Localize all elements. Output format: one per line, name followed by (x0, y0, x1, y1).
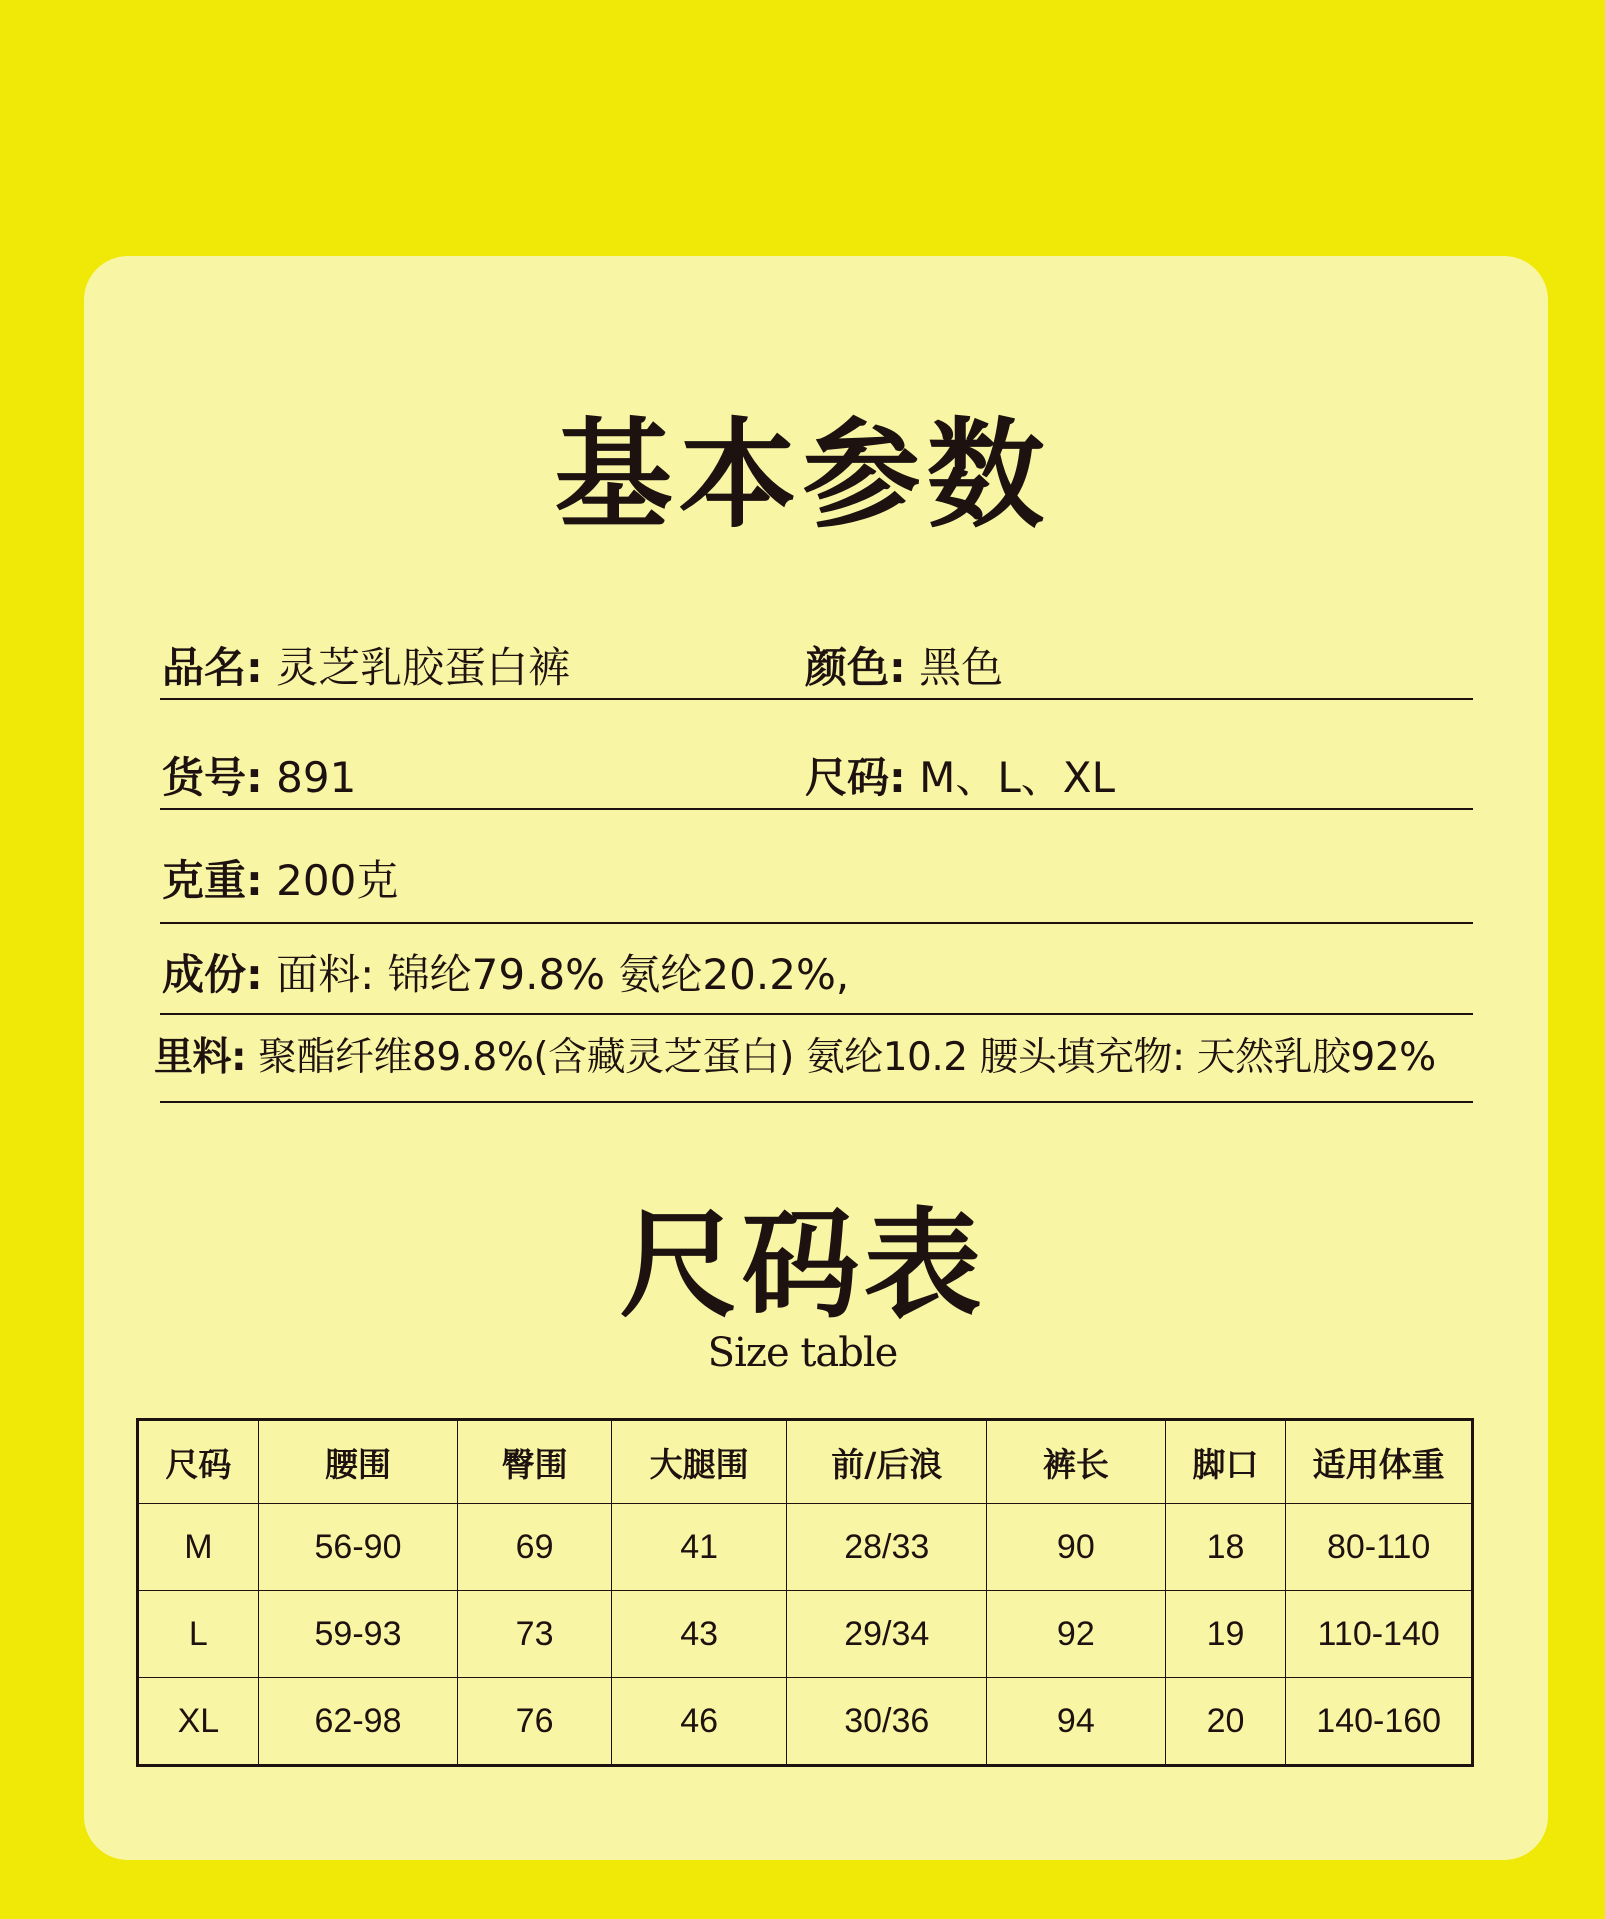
divider (160, 698, 1473, 700)
sku-value: 891 (276, 753, 357, 802)
header-weight: 适用体重 (1286, 1420, 1473, 1504)
divider (160, 922, 1473, 924)
table-cell: 73 (458, 1591, 612, 1678)
size-table-title: 尺码表 (619, 1196, 986, 1334)
table-cell: 46 (611, 1678, 787, 1766)
weight-value: 200克 (276, 856, 399, 905)
size-table-subtitle: Size table (707, 1330, 898, 1376)
product-name-value: 灵芝乳胶蛋白裤 (276, 643, 571, 692)
table-cell: 41 (611, 1504, 787, 1591)
table-cell: 29/34 (787, 1591, 987, 1678)
table-cell: 18 (1165, 1504, 1286, 1591)
composition-value: 面料: 锦纶79.8% 氨纶20.2%, (276, 950, 850, 999)
table-cell: 56-90 (258, 1504, 458, 1591)
lining-value: 聚酯纤维89.8%(含藏灵芝蛋白) 氨纶10.2 腰头填充物: 天然乳胶92% (258, 1035, 1436, 1080)
lining-label: 里料: (154, 1035, 247, 1080)
table-cell: 43 (611, 1591, 787, 1678)
table-row (138, 1678, 1473, 1766)
size-table (136, 1418, 1474, 1767)
table-cell: 110-140 (1286, 1591, 1473, 1678)
product-name-label: 品名: (162, 643, 263, 692)
header-thigh: 大腿围 (611, 1420, 787, 1504)
header-waist: 腰围 (258, 1420, 458, 1504)
basic-params-title: 基本参数 (554, 406, 1051, 544)
product-sizes (805, 750, 1115, 806)
table-cell: 20 (1165, 1678, 1286, 1766)
color-label: 颜色: (805, 643, 906, 692)
table-cell: 94 (987, 1678, 1166, 1766)
table-cell: M (138, 1504, 259, 1591)
header-length: 裤长 (987, 1420, 1166, 1504)
table-cell: XL (138, 1678, 259, 1766)
header-rise: 前/后浪 (787, 1420, 987, 1504)
table-cell: 30/36 (787, 1678, 987, 1766)
table-cell: 92 (987, 1591, 1166, 1678)
product-composition (162, 947, 849, 1003)
table-cell: 62-98 (258, 1678, 458, 1766)
header-hem: 脚口 (1165, 1420, 1286, 1504)
divider (160, 1101, 1473, 1103)
table-cell: 19 (1165, 1591, 1286, 1678)
table-row (138, 1504, 1473, 1591)
sku-label: 货号: (162, 753, 263, 802)
header-hip: 臀围 (458, 1420, 612, 1504)
divider (160, 808, 1473, 810)
weight-label: 克重: (162, 856, 263, 905)
table-cell: L (138, 1591, 259, 1678)
composition-label: 成份: (162, 950, 263, 999)
product-name (162, 640, 570, 696)
color-value: 黑色 (919, 643, 1004, 692)
table-cell: 76 (458, 1678, 612, 1766)
table-cell: 140-160 (1286, 1678, 1473, 1766)
header-size: 尺码 (138, 1420, 259, 1504)
product-color (805, 640, 1003, 696)
size-label: 尺码: (805, 753, 906, 802)
table-row (138, 1591, 1473, 1678)
divider (160, 1013, 1473, 1015)
table-cell: 80-110 (1286, 1504, 1473, 1591)
table-cell: 28/33 (787, 1504, 987, 1591)
size-value: M、L、XL (919, 753, 1115, 802)
product-lining (154, 1030, 1436, 1086)
table-cell: 90 (987, 1504, 1166, 1591)
product-weight (162, 853, 398, 909)
product-sku (162, 750, 356, 806)
table-cell: 59-93 (258, 1591, 458, 1678)
table-header-row (138, 1420, 1473, 1504)
table-cell: 69 (458, 1504, 612, 1591)
